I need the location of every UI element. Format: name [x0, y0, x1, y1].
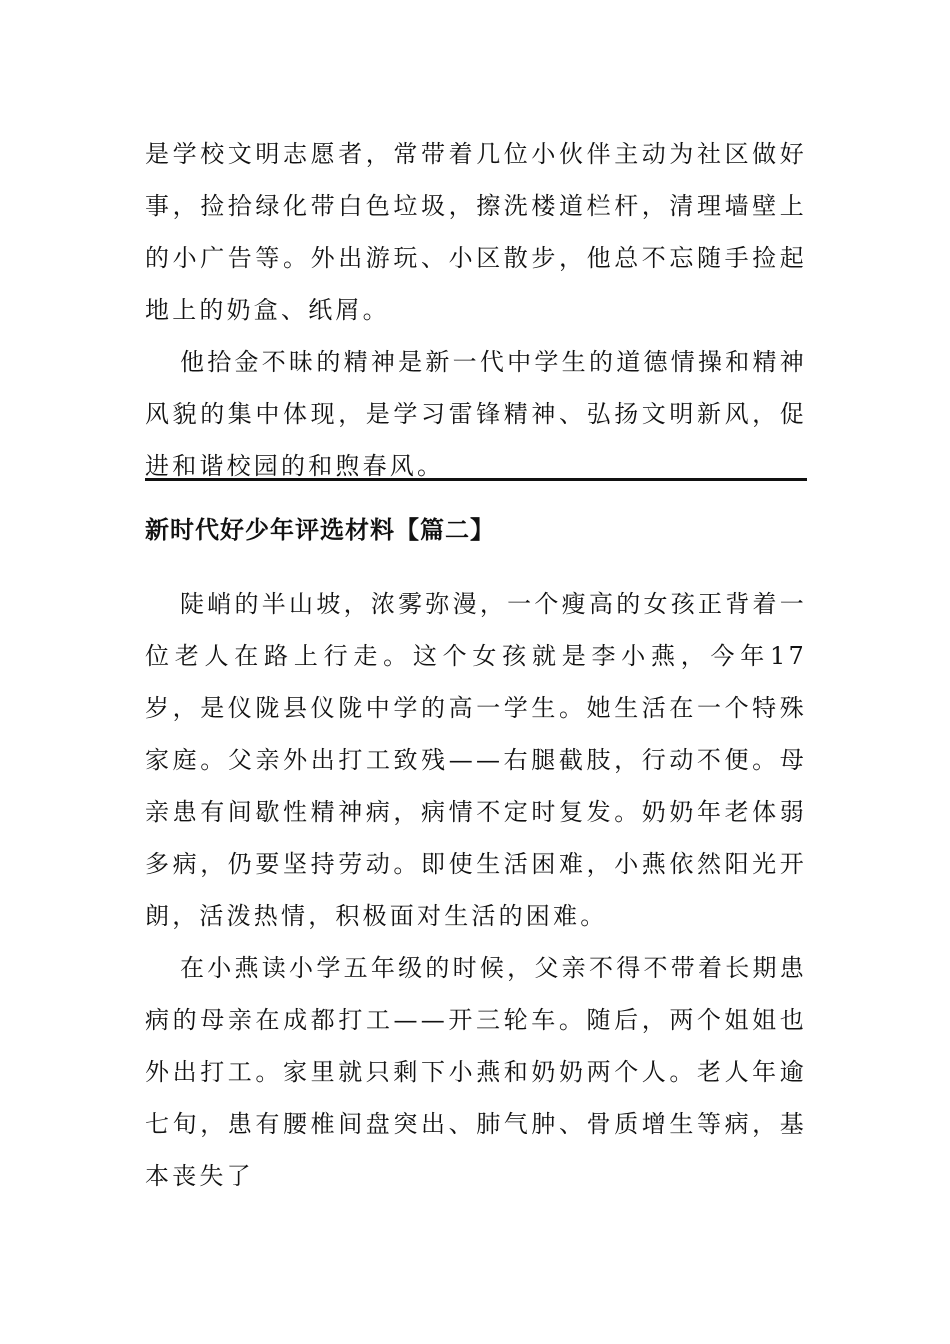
- paragraph-story-intro: 陡峭的半山坡，浓雾弥漫，一个瘦高的女孩正背着一位老人在路上行走。这个女孩就是李小燕，今年17岁，是仪陇县仪陇中学的高一学生。她生活在一个特殊家庭。父亲外出打工致残——右腿截肢，行动不便。母亲患有间歇性精神病，病情不定时复发。奶奶年老体弱多病，仍要坚持劳动。即使生活困难，小燕依然阳光开朗，活泼热情，积极面对生活的困难。: [145, 590, 807, 930]
- section-divider: [145, 478, 807, 481]
- section-heading: 新时代好少年评选材料【篇二】: [145, 516, 495, 544]
- document-section-2: [145, 578, 807, 1202]
- paragraph-story-family: 在小燕读小学五年级的时候，父亲不得不带着长期患病的母亲在成都打工——开三轮车。随后，两个姐姐也外出打工。家里就只剩下小燕和奶奶两个人。老人年逾七旬，患有腰椎间盘突出、肺气肿、骨质增生等病，基本丧失了: [145, 954, 807, 1190]
- paragraph-spirit: 他拾金不昧的精神是新一代中学生的道德情操和精神风貌的集中体现，是学习雷锋精神、弘扬文明新风，促进和谐校园的和煦春风。: [145, 348, 807, 480]
- paragraph-volunteer: 是学校文明志愿者，常带着几位小伙伴主动为社区做好事，捡拾绿化带白色垃圾，擦洗楼道栏杆，清理墙壁上的小广告等。外出游玩、小区散步，他总不忘随手捡起地上的奶盒、纸屑。: [145, 140, 807, 324]
- document-section-1: [145, 128, 807, 492]
